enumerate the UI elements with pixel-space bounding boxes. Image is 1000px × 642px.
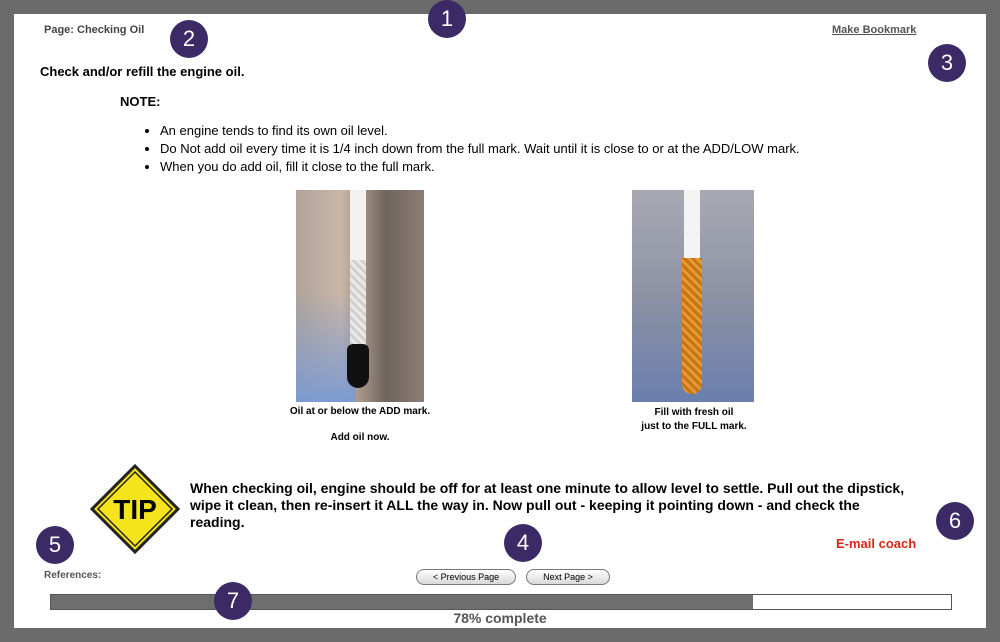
progress-bar — [50, 594, 952, 610]
callout-marker-3: 3 — [928, 44, 966, 82]
previous-page-button[interactable]: < Previous Page — [416, 569, 516, 585]
content-frame — [14, 14, 986, 628]
image1-caption: Oil at or below the ADD mark. — [289, 406, 431, 417]
callout-marker-2: 2 — [170, 20, 208, 58]
note-label: NOTE: — [120, 94, 161, 109]
dipstick-full-photo — [632, 190, 754, 402]
callout-marker-7: 7 — [214, 582, 252, 620]
progress-text: 78% complete — [453, 610, 547, 626]
bullet-item: • Do Not add oil every time it is 1/4 inch down from the full mark. Wait until it is close to or at the ADD/LOW mark. — [160, 140, 980, 158]
email-coach-link[interactable]: E-mail coach — [836, 536, 917, 551]
note-bullets — [144, 122, 980, 176]
callout-marker-6: 6 — [936, 502, 974, 540]
dipstick-low-photo — [296, 190, 424, 402]
progress-bar-fill — [51, 595, 753, 609]
references-label: References: — [44, 570, 102, 581]
page-heading: Check and/or refill the engine oil. — [40, 64, 245, 79]
callout-marker-1: 1 — [428, 0, 466, 38]
image1-caption-2: Add oil now. — [330, 432, 390, 443]
page-label: Page: Checking Oil — [44, 24, 145, 36]
oil-fill — [682, 258, 702, 394]
tip-text: When checking oil, engine should be off for at least one minute to allow level to settle. Pull out the dipstick, wipe it clean, then re-insert it ALL the way in. Now pull out - keeping it pointing down - and check the reading. — [190, 480, 905, 530]
bullet-item: • When you do add oil, fill it close to the full mark. — [160, 158, 980, 176]
image2-caption-line1: Fill with fresh oil — [654, 407, 734, 418]
image2-caption-line2: just to the FULL mark. — [641, 421, 747, 432]
callout-marker-5: 5 — [36, 526, 74, 564]
image2-caption — [574, 406, 814, 434]
callout-marker-4: 4 — [504, 524, 542, 562]
next-page-button[interactable]: Next Page > — [526, 569, 610, 585]
make-bookmark-link[interactable]: Make Bookmark — [832, 24, 917, 36]
tip-badge-text: TIP — [113, 494, 157, 525]
dipstick-top — [350, 190, 366, 260]
oil-drop — [347, 344, 369, 388]
bullet-item: • An engine tends to find its own oil level. — [160, 122, 980, 140]
tip-diamond-icon — [90, 464, 180, 554]
